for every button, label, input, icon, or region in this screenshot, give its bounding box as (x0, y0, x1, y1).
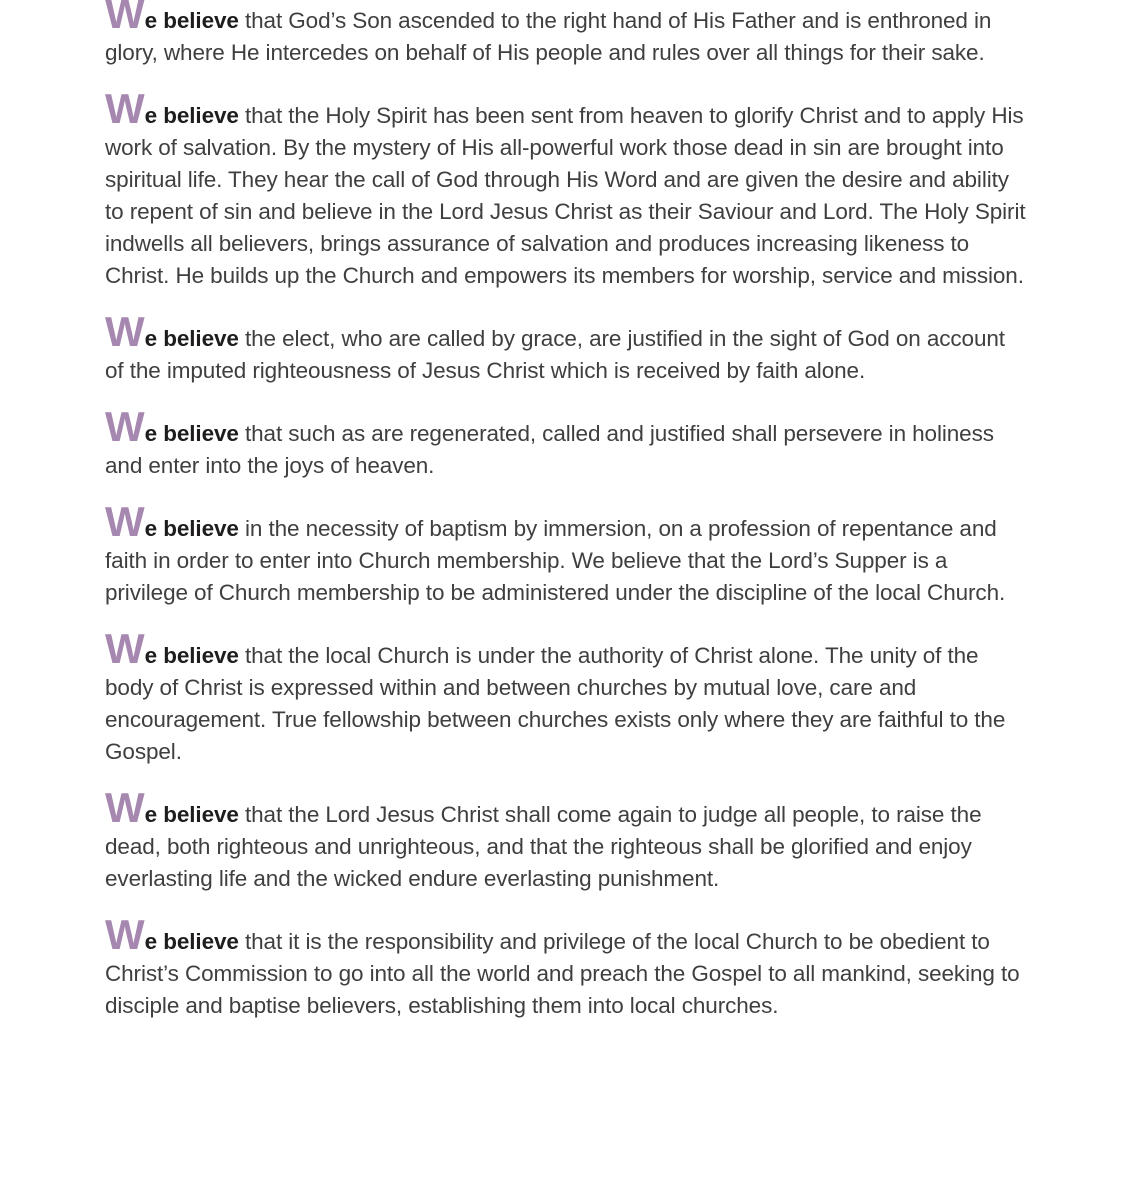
we-believe-lead: e believe (144, 643, 239, 668)
paragraph-text: the elect, who are called by grace, are justified in the sight of God on account of the imputed righteousness of Jesus Christ which is received by faith alone. (105, 326, 1005, 383)
dropcap-w: W (105, 403, 145, 450)
paragraph-text: that God’s Son ascended to the right hand of His Father and is enthroned in glory, where He intercedes on behalf of His people and rules over all things for their sake. (105, 8, 992, 65)
paragraph-text: in the necessity of baptism by immersion, on a profession of repentance and faith in order to enter into Church membership. We believe that the Lord’s Supper is a privilege of Church membership to be administered under the discipline of the local Church. (105, 516, 1006, 605)
we-believe-lead: e believe (144, 929, 239, 954)
we-believe-lead: e believe (144, 421, 239, 446)
we-believe-lead: e believe (144, 103, 239, 128)
belief-paragraph-justification (105, 308, 1028, 387)
dropcap-w: W (105, 911, 145, 958)
belief-paragraph-commission (105, 911, 1028, 1022)
we-believe-lead: e believe (144, 516, 239, 541)
belief-paragraph-second-coming (105, 784, 1028, 895)
dropcap-w: W (105, 0, 145, 37)
dropcap-w: W (105, 85, 145, 132)
belief-paragraph-baptism (105, 498, 1028, 609)
paragraph-text: that it is the responsibility and privilege of the local Church to be obedient to Christ’s Commission to go into all the world and preach the Gospel to all mankind, seeking to disciple and baptise believers, establishing them into local churches. (105, 929, 1020, 1018)
we-believe-lead: e believe (144, 802, 239, 827)
paragraph-text: that the local Church is under the authority of Christ alone. The unity of the body of Christ is expressed within and between churches by mutual love, care and encouragement. True fellowship between churches exists only where they are faithful to the Gospel. (105, 643, 1006, 764)
belief-paragraph-perseverance (105, 403, 1028, 482)
belief-paragraph-holy-spirit (105, 85, 1028, 292)
dropcap-w: W (105, 308, 145, 355)
we-believe-lead: e believe (144, 8, 239, 33)
dropcap-w: W (105, 784, 145, 831)
paragraph-text: that the Holy Spirit has been sent from heaven to glorify Christ and to apply His work of salvation. By the mystery of His all-powerful work those dead in sin are brought into spiritual life. They hear the call of God through His Word and are given the desire and ability to repent of sin and believe in the Lord Jesus Christ as their Saviour and Lord. The Holy Spirit indwells all believers, brings assurance of salvation and produces increasing likeness to Christ. He builds up the Church and empowers its members for worship, service and mission. (105, 103, 1026, 288)
paragraph-text: that such as are regenerated, called and justified shall persevere in holiness and enter into the joys of heaven. (105, 421, 994, 478)
dropcap-w: W (105, 498, 145, 545)
belief-paragraph-local-church (105, 625, 1028, 768)
dropcap-w: W (105, 625, 145, 672)
paragraph-text: that the Lord Jesus Christ shall come again to judge all people, to raise the dead, both righteous and unrighteous, and that the righteous shall be glorified and enjoy everlasting life and the wicked endure everlasting punishment. (105, 802, 982, 891)
belief-paragraph-ascension (105, 0, 1028, 69)
we-believe-lead: e believe (144, 326, 239, 351)
